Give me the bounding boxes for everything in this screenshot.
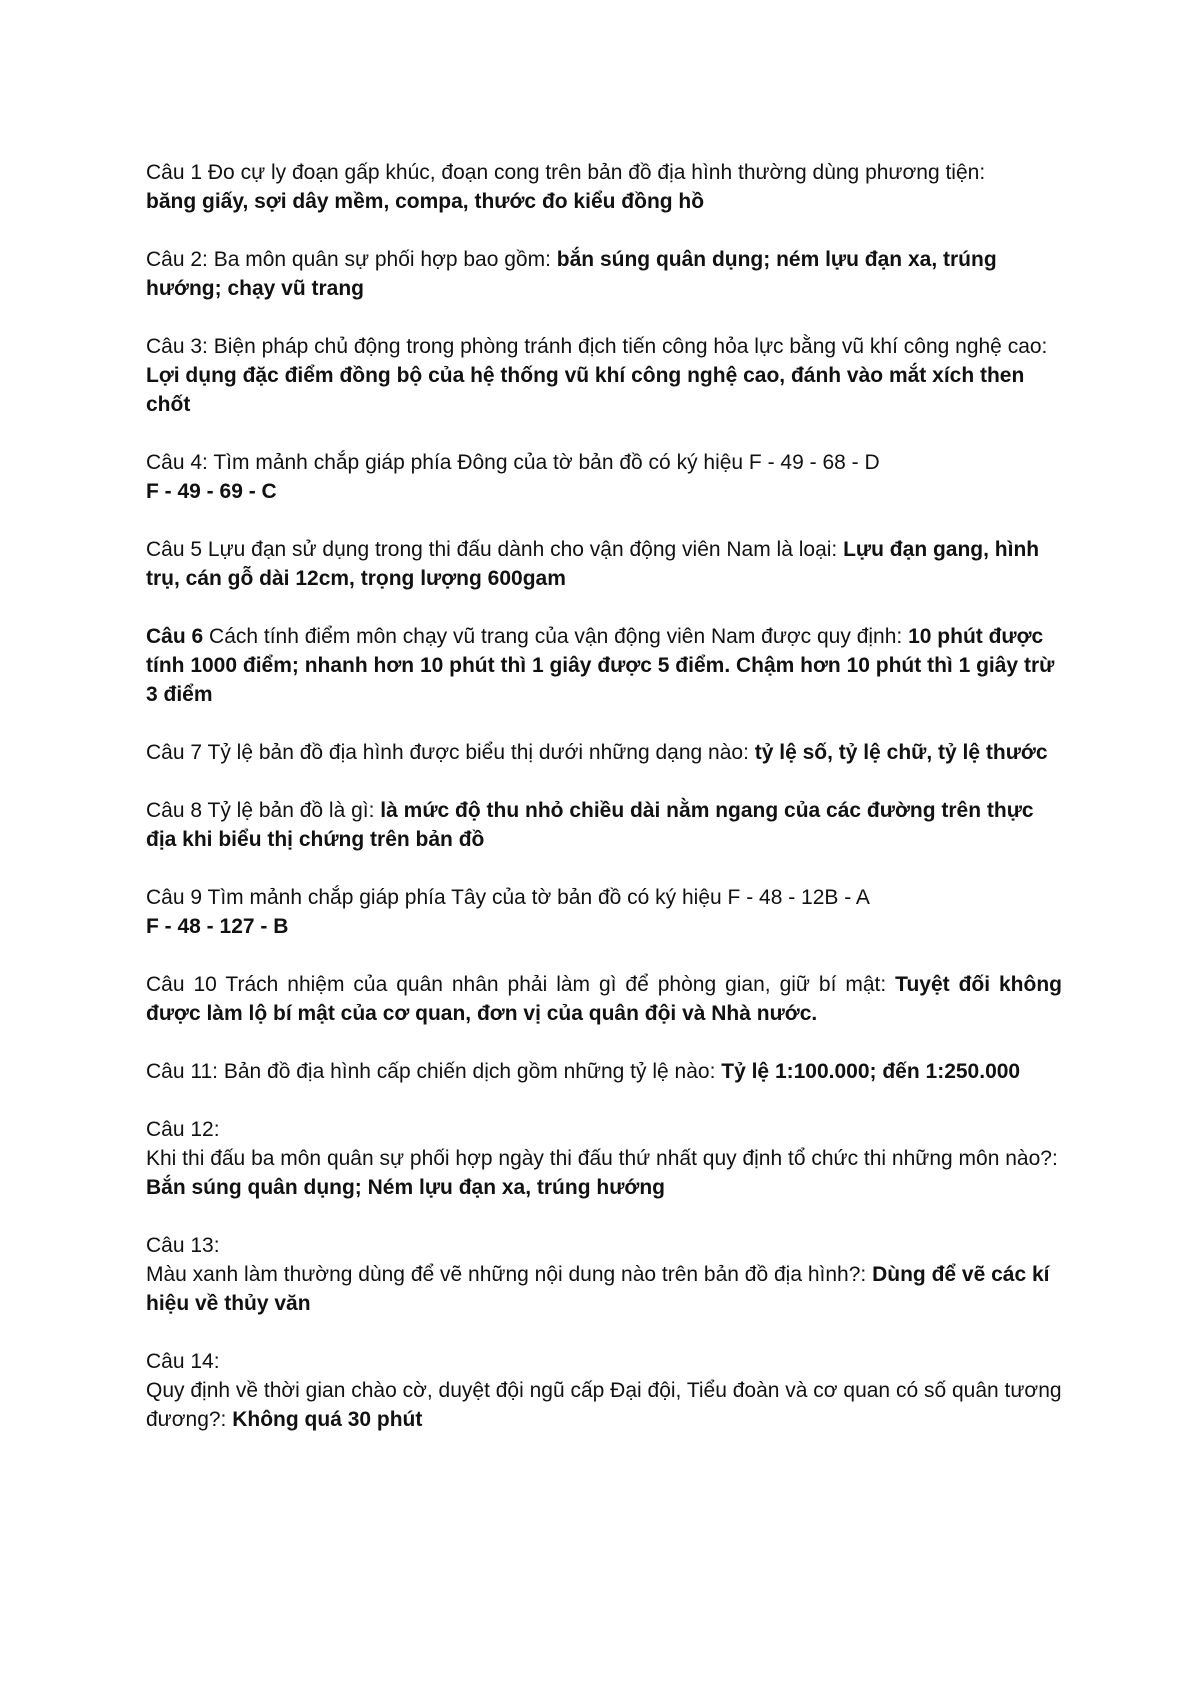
question-label: Câu 11: xyxy=(146,1060,218,1083)
answer-text: Lợi dụng đặc điểm đồng bộ của hệ thống vũ khí công nghệ cao, đánh vào mắt xích then chốt xyxy=(146,364,1025,416)
answer-text: Dùng để vẽ các kí hiệu về thủy văn xyxy=(146,1263,1050,1315)
question-label: Câu 7 xyxy=(146,741,203,764)
question-label: Câu 12: xyxy=(146,1118,220,1141)
question-text: Khi thi đấu ba môn quân sự phối hợp ngày thi đấu thứ nhất quy định tổ chức thi những môn nào?: xyxy=(146,1147,1058,1170)
question-text: Lựu đạn sử dụng trong thi đấu dành cho vận động viên Nam là loại: xyxy=(207,538,838,561)
answer-text: Không quá 30 phút xyxy=(232,1408,423,1431)
question-5 xyxy=(146,535,1062,593)
answer-text: F - 49 - 69 - C xyxy=(146,480,277,503)
question-label: Câu 8 xyxy=(146,799,203,822)
question-12 xyxy=(146,1115,1062,1202)
question-text: Bản đồ địa hình cấp chiến dịch gồm những tỷ lệ nào: xyxy=(223,1060,716,1083)
answer-text: bắn súng quân dụng; ném lựu đạn xa, trúng hướng; chạy vũ trang xyxy=(146,248,997,300)
question-label: Câu 2: xyxy=(146,248,208,271)
question-label: Câu 1 xyxy=(146,161,203,184)
answer-text: băng giấy, sợi dây mềm, compa, thước đo kiểu đồng hồ xyxy=(146,190,705,213)
question-text: Tìm mảnh chắp giáp phía Đông của tờ bản đồ có ký hiệu F - 49 - 68 - D xyxy=(213,451,880,474)
question-11 xyxy=(146,1057,1062,1086)
question-text: Màu xanh làm thường dùng để vẽ những nội dung nào trên bản đồ địa hình?: xyxy=(146,1263,867,1286)
question-10 xyxy=(146,970,1062,1028)
answer-text: tỷ lệ số, tỷ lệ chữ, tỷ lệ thước xyxy=(754,741,1048,764)
question-label: Câu 3: xyxy=(146,335,208,358)
question-14 xyxy=(146,1347,1062,1434)
question-label: Câu 6 xyxy=(146,625,204,648)
document-page xyxy=(146,158,1062,1463)
answer-text: Tỷ lệ 1:100.000; đến 1:250.000 xyxy=(721,1060,1021,1083)
answer-text: là mức độ thu nhỏ chiều dài nằm ngang của các đường trên thực địa khi biểu thị chứng trên bản đồ xyxy=(146,799,1034,851)
question-3 xyxy=(146,332,1062,419)
answer-text: Lựu đạn gang, hình trụ, cán gỗ dài 12cm, trọng lượng 600gam xyxy=(146,538,1040,590)
question-label: Câu 9 xyxy=(146,886,203,909)
question-text: Ba môn quân sự phối hợp bao gồm: xyxy=(213,248,551,271)
answer-text: Tuyệt đối không được làm lộ bí mật của cơ quan, đơn vị của quân đội và Nhà nước. xyxy=(146,973,1062,1025)
question-9 xyxy=(146,883,1062,941)
question-6 xyxy=(146,622,1062,709)
question-4 xyxy=(146,448,1062,506)
question-8 xyxy=(146,796,1062,854)
question-text: Quy định về thời gian chào cờ, duyệt đội ngũ cấp Đại đội, Tiểu đoàn và cơ quan có số quân tương đương?: xyxy=(146,1379,1062,1431)
question-text: Đo cự ly đoạn gấp khúc, đoạn cong trên bản đồ địa hình thường dùng phương tiện: xyxy=(207,161,986,184)
question-label: Câu 10 xyxy=(146,973,217,996)
question-text: Tỷ lệ bản đồ địa hình được biểu thị dưới những dạng nào: xyxy=(207,741,749,764)
question-7 xyxy=(146,738,1062,767)
answer-text: Bắn súng quân dụng; Ném lựu đạn xa, trúng hướng xyxy=(146,1176,665,1199)
question-label: Câu 4: xyxy=(146,451,208,474)
question-text: Tỷ lệ bản đồ là gì: xyxy=(207,799,375,822)
question-1 xyxy=(146,158,1062,216)
question-text: Cách tính điểm môn chạy vũ trang của vận động viên Nam được quy định: xyxy=(209,625,903,648)
question-label: Câu 5 xyxy=(146,538,203,561)
answer-text: F - 48 - 127 - B xyxy=(146,915,289,938)
question-2 xyxy=(146,245,1062,303)
answer-text: 10 phút được tính 1000 điểm; nhanh hơn 10 phút thì 1 giây được 5 điểm. Chậm hơn 10 phút thì 1 giây trừ 3 điểm xyxy=(146,625,1055,706)
question-text: Biện pháp chủ động trong phòng tránh địch tiến công hỏa lực bằng vũ khí công nghệ cao: xyxy=(213,335,1048,358)
question-text: Trách nhiệm của quân nhân phải làm gì để phòng gian, giữ bí mật: xyxy=(225,973,887,996)
question-label: Câu 13: xyxy=(146,1234,220,1257)
question-label: Câu 14: xyxy=(146,1350,220,1373)
question-text: Tìm mảnh chắp giáp phía Tây của tờ bản đồ có ký hiệu F - 48 - 12B - A xyxy=(207,886,870,909)
question-13 xyxy=(146,1231,1062,1318)
